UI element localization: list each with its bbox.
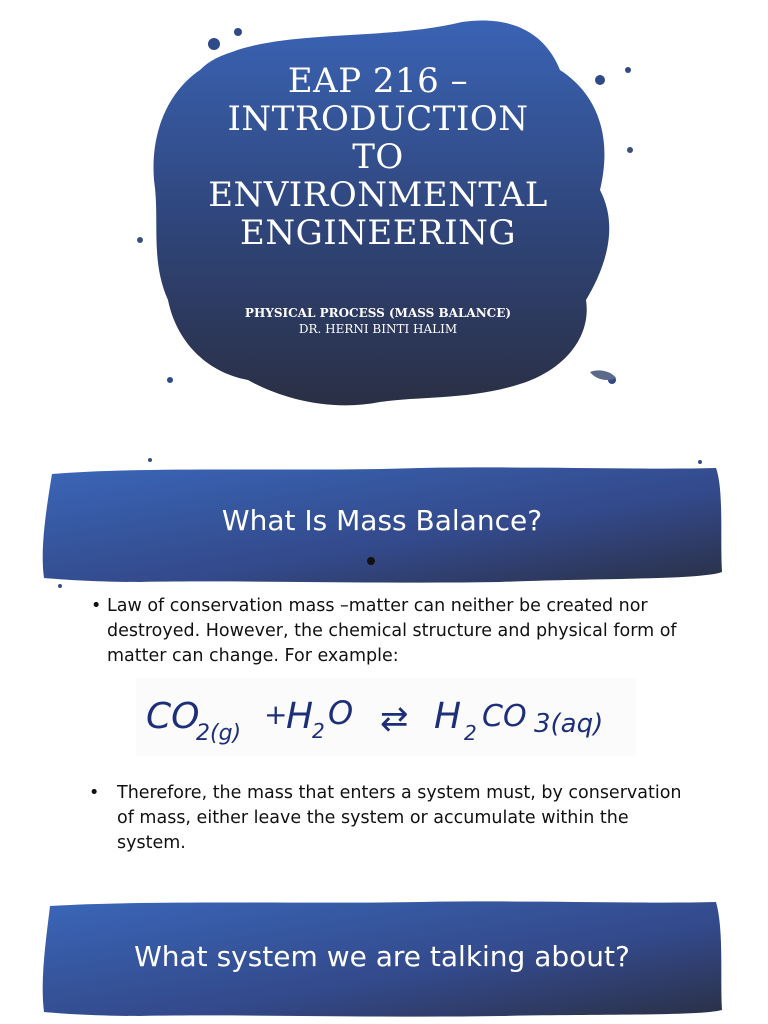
bullet-conservation (91, 594, 707, 669)
title-line: TO (352, 137, 404, 177)
system-heading: What system we are talking about? (134, 940, 630, 973)
title-subtitle (160, 305, 596, 337)
eq-h2: H (434, 696, 462, 737)
eq-h: H (286, 696, 314, 737)
eq-co3-sub: 3(aq) (534, 709, 604, 739)
eq-o: O (328, 694, 354, 732)
eq-arrow: ⇄ (380, 699, 409, 739)
heading-bullet-dot (367, 557, 375, 565)
eq-plus: + (264, 698, 288, 731)
eq-co-sub: 2(g) (196, 721, 242, 746)
bullet-conservation-text: Law of conservation mass –matter can neither be created nor destroyed. However, the chemical structure and physical form of matter can change. For example: (107, 596, 677, 666)
lecture-topic: PHYSICAL PROCESS (MASS BALANCE) (244, 306, 512, 320)
title-line: EAP 216 – (287, 61, 469, 101)
eq-co3: CO (482, 699, 527, 734)
bullet-therefore-text: Therefore, the mass that enters a system must, by conservation of mass, either leave the system or accumulate within the system. (117, 783, 682, 853)
bullet-therefore (89, 781, 697, 856)
title-line: ENGINEERING (240, 213, 516, 253)
bullet-marker: • (89, 783, 100, 803)
equation-drawing (136, 678, 636, 756)
handwritten-equation (136, 678, 636, 756)
eq-co: CO (146, 696, 200, 737)
course-title (160, 62, 596, 252)
mass-balance-heading: What Is Mass Balance? (221, 504, 543, 537)
eq-h2-sub: 2 (464, 721, 477, 745)
lecturer-name: DR. HERNI BINTI HALIM (298, 322, 458, 336)
title-line: INTRODUCTION (227, 99, 529, 139)
eq-h-sub: 2 (312, 719, 325, 743)
bullet-marker: • (91, 596, 102, 616)
title-line: ENVIRONMENTAL (208, 175, 548, 215)
